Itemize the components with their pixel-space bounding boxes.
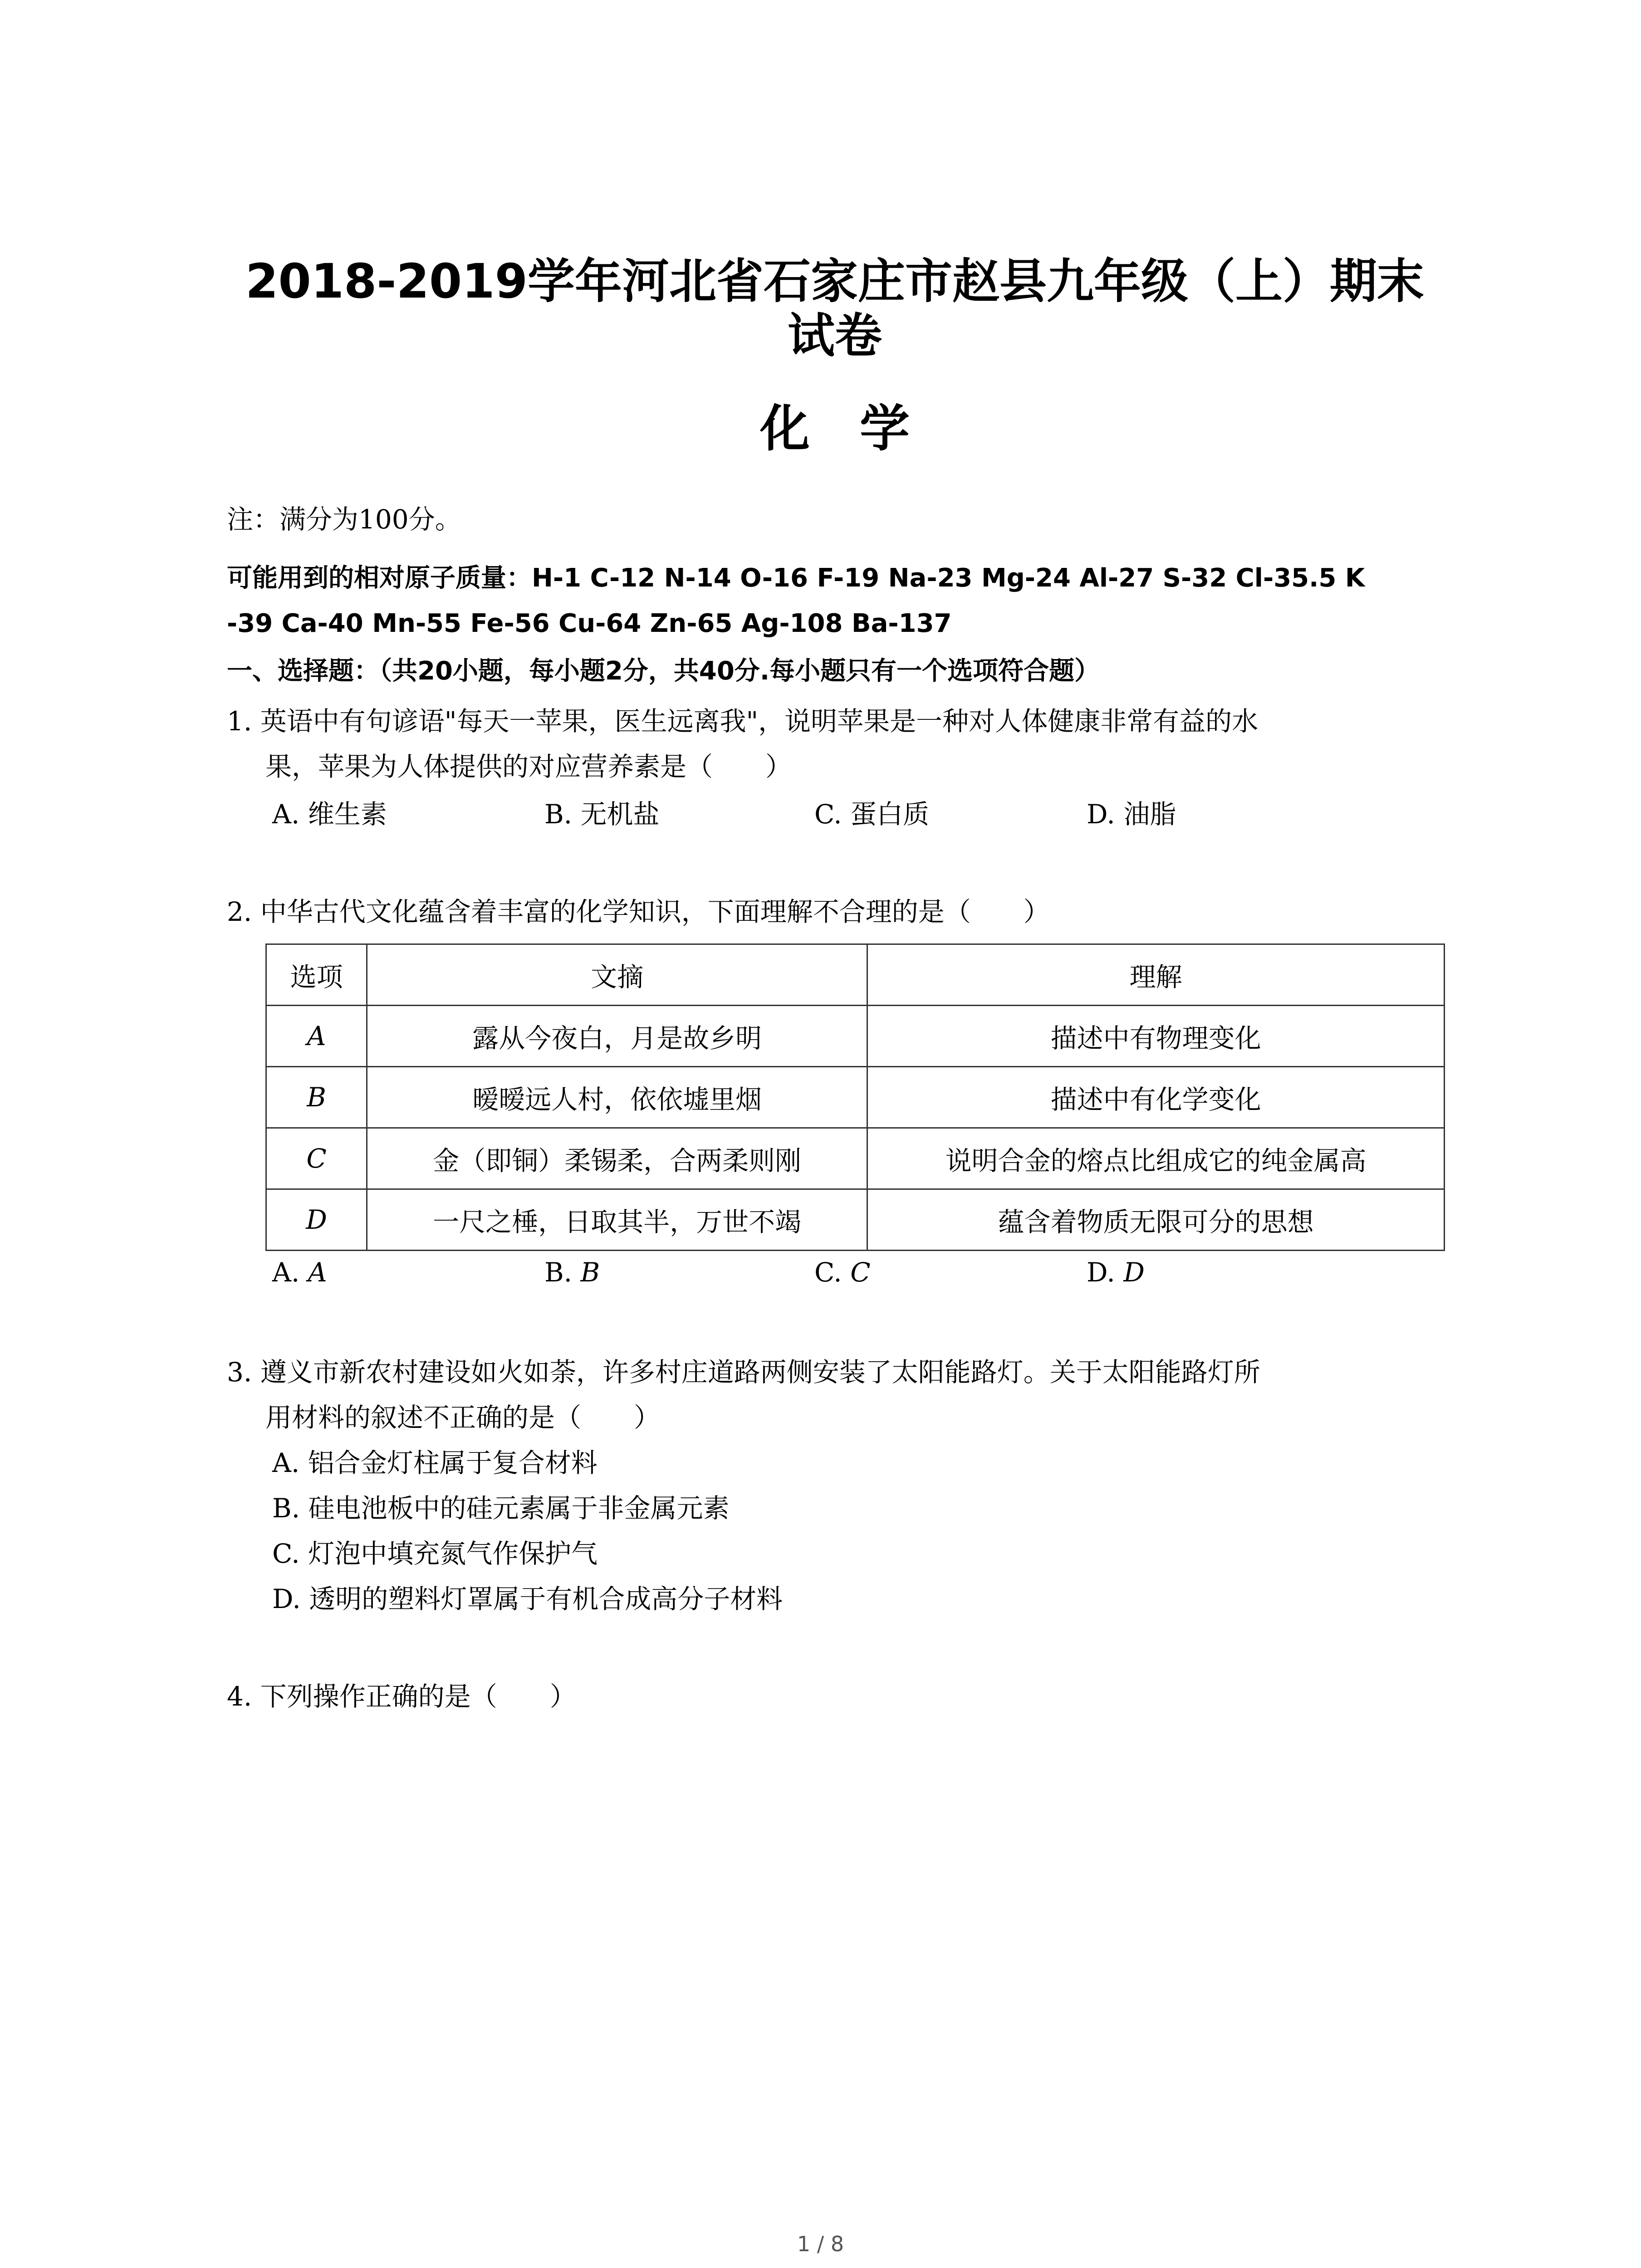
table-header-row [266, 944, 1445, 1006]
question-3-option-d[interactable]: D. 透明的塑料灯罩属于有机合成高分子材料 [272, 1584, 783, 1614]
table-row [266, 1189, 1445, 1251]
question-1-option-b[interactable]: B. 无机盐 [544, 799, 660, 830]
question-1-line-2: 果，苹果为人体提供的对应营养素是（ ） [265, 751, 792, 782]
atomic-mass-line-2: -39 Ca-40 Mn-55 Fe-56 Cu-64 Zn-65 Ag-108 Ba-137 [227, 609, 952, 638]
question-3-line-1: 3. 遵义市新农村建设如火如荼，许多村庄道路两侧安装了太阳能路灯。关于太阳能路灯所 [227, 1357, 1260, 1388]
table-cell-understanding: 蕴含着物质无限可分的思想 [867, 1189, 1445, 1251]
table-cell-key: C [266, 1128, 367, 1189]
atomic-mass-line-1: 可能用到的相对原子质量：H-1 C-12 N-14 O-16 F-19 Na-23 Mg-24 Al-27 S-32 Cl-35.5 K [227, 563, 1365, 593]
question-1-option-c[interactable]: C. 蛋白质 [814, 799, 930, 830]
option-label: A. [272, 1257, 300, 1288]
option-label: B. [544, 1257, 573, 1288]
table-cell-key: D [266, 1189, 367, 1251]
score-note: 注：满分为100分。 [227, 504, 461, 535]
option-label: C. [814, 1257, 842, 1288]
option-value: B [580, 1257, 600, 1288]
question-3-option-a[interactable]: A. 铝合金灯柱属于复合材料 [272, 1447, 598, 1478]
question-2-option-a[interactable] [272, 1256, 327, 1288]
question-3-option-b[interactable]: B. 硅电池板中的硅元素属于非金属元素 [272, 1493, 730, 1524]
table-cell-understanding: 说明合金的熔点比组成它的纯金属高 [867, 1128, 1445, 1189]
option-value: D [1123, 1257, 1145, 1288]
option-label: D. [1087, 1257, 1115, 1288]
question-3-line-2: 用材料的叙述不正确的是（ ） [265, 1402, 661, 1433]
question-2-option-b[interactable] [544, 1256, 600, 1288]
table-cell-excerpt: 一尺之棰，日取其半，万世不竭 [367, 1189, 867, 1251]
table-header-cell: 选项 [266, 944, 367, 1006]
section-heading: 一、选择题：（共20小题，每小题2分，共40分.每小题只有一个选项符合题） [227, 656, 1100, 686]
question-2-table [265, 943, 1445, 1251]
option-value: C [850, 1257, 871, 1288]
question-4-stem: 4. 下列操作正确的是（ ） [227, 1681, 576, 1712]
option-value: A [308, 1257, 327, 1288]
exam-title [227, 254, 1443, 363]
table-row [266, 1067, 1445, 1128]
table-cell-understanding: 描述中有化学变化 [867, 1067, 1445, 1128]
question-2-option-d[interactable] [1087, 1256, 1145, 1288]
question-3-option-c[interactable]: C. 灯泡中填充氮气作保护气 [272, 1538, 598, 1569]
question-2-stem: 2. 中华古代文化蕴含着丰富的化学知识，下面理解不合理的是（ ） [227, 896, 1050, 927]
title-line-1: 2018-2019学年河北省石家庄市赵县九年级（上）期末 [245, 254, 1425, 309]
table-cell-key: B [266, 1067, 367, 1128]
table-row [266, 1128, 1445, 1189]
table-cell-excerpt: 暧暧远人村，依依墟里烟 [367, 1067, 867, 1128]
table-cell-key: A [266, 1006, 367, 1067]
table-header-cell: 文摘 [367, 944, 867, 1006]
table-cell-excerpt: 金（即铜）柔锡柔，合两柔则刚 [367, 1128, 867, 1189]
page-number: 1 / 8 [797, 2232, 844, 2256]
title-line-2: 试卷 [787, 308, 882, 363]
subject-heading: 化学 [760, 400, 960, 458]
question-1-option-a[interactable]: A. 维生素 [272, 799, 387, 830]
table-cell-excerpt: 露从今夜白，月是故乡明 [367, 1006, 867, 1067]
table-cell-understanding: 描述中有物理变化 [867, 1006, 1445, 1067]
table-header-cell: 理解 [867, 944, 1445, 1006]
question-1-option-d[interactable]: D. 油脂 [1087, 799, 1176, 830]
question-2-option-c[interactable] [814, 1256, 871, 1288]
question-1-line-1: 1. 英语中有句谚语"每天一苹果，医生远离我"，说明苹果是一种对人体健康非常有益的水 [227, 706, 1259, 737]
table-row [266, 1006, 1445, 1067]
